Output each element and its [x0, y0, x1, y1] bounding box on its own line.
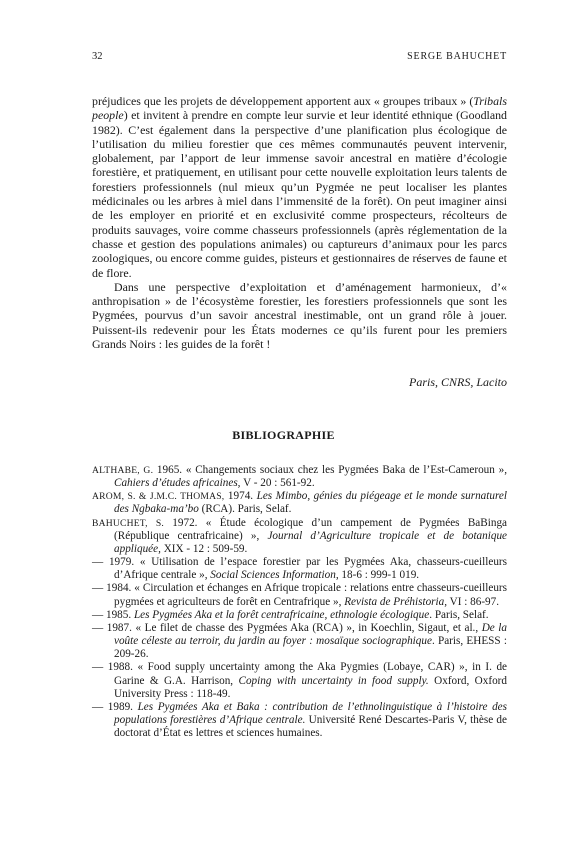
text-run: ) et invitent à prendre en compte leur survie et leur identité ethnique (Goodland 1982). C’est également dans la perspective d’une planification plus écologique de l’utilisation du milieu forestier que ces mêmes communautés peuvent intervenir, globalement, par l’apport de leur immense savoir ancestral en matière d’écologie forestière, et pratiquement, en utilisant pour cette nouvelle exploitation leurs talents de forestiers professionnels (nul mieux qu’un Pygmée ne peut localiser les plantes médicinales ou les arbres à miel dans l’immensité de la forêt). On peut imaginer ainsi de les employer en priorité et en exclusivité comme prospecteurs, récolteurs de produits sauvages, voire comme chasseurs professionnels (après réglementation de la chasse et gestion des populations animales) ou captureurs d’animaux pour les parcs zoologiques, ou encore comme guides, pisteurs et gestionnaires de réserves de faune et de flore. — [92, 108, 507, 280]
text-run: — 1989. — [92, 700, 138, 713]
italic-text-run: De la voûte céleste au terroir, du jardin au foyer : mosaïque sociographique — [114, 621, 508, 648]
bibliography-entry — [92, 661, 507, 700]
italic-text-run: Les Mimbo, génies du piégeage et le monde surnaturel des Ngbaka-ma’bo — [114, 490, 507, 516]
text-run: 18-6 : 999-1 019. — [338, 569, 420, 582]
text-run: — 1984. « Circulation et échanges en Afrique tropicale : relations entre chasseurs-cueilleurs pygmées et agriculteurs de forêt en Centrafrique », — [92, 582, 507, 608]
text-run: Dans une perspective d’exploitation et d’aménagement harmonieux, d’« anthropisation » de l’écosystème forestier, les forestiers professionnels que sont les Pygmées, pourvus d’un savoir ancestral inestimable, ont un grand rôle à jouer. Puissent-ils redevenir pour les États modernes ce qu’ils furent pour les premiers Grands Noirs : les guides de la forêt ! — [92, 279, 507, 352]
italic-text-run: Journal d’Agriculture tropicale et de botanique appliquée, — [114, 529, 507, 555]
author-affiliation: Paris, CNRS, Lacito — [408, 375, 507, 389]
bibliography-entry — [92, 609, 507, 622]
text-run: — 1985. — [92, 608, 134, 621]
text-run: Oxford, Oxford University Press : 118-49. — [114, 674, 507, 700]
bibliography-entry — [92, 517, 507, 556]
body-paragraph — [92, 94, 507, 280]
bibliography-list — [92, 464, 507, 740]
italic-text-run: Coping with uncertainty in food supply. — [238, 674, 429, 687]
italic-text-run: Revista de Préhistoria, — [344, 595, 448, 608]
text-run: V - 20 : 561-92. — [240, 477, 315, 490]
bibliography-entry — [92, 464, 507, 490]
page-number: 32 — [92, 51, 103, 62]
italic-text-run: Cahiers d’études africaines, — [114, 477, 241, 490]
running-header — [92, 51, 507, 65]
text-run: Université René Descartes-Paris V, thèse de doctorat d’État es lettres et sciences humaines. — [114, 713, 507, 740]
text-run: — 1988. « Food supply uncertainty among the Aka Pygmies (Lobaye, CAR) », in I. de Garine & G.A. Harrison, — [92, 661, 507, 687]
bibliography-entry — [92, 622, 507, 661]
text-run: . Paris, EHESS : 209-26. — [114, 635, 507, 661]
bibliography-entry — [92, 701, 507, 740]
bibliography-entry — [92, 582, 507, 608]
italic-text-run: Social Sciences Information, — [210, 569, 339, 582]
text-run: préjudices que les projets de développement apportent aux « groupes tribaux » ( — [92, 94, 474, 108]
text-run: 1974. — [224, 490, 257, 503]
text-run: — 1987. « Le filet de chasse des Pygmées Aka (RCA) », in Koechlin, Sigaut, et al., — [92, 621, 482, 634]
bibliography-heading: BIBLIOGRAPHIE — [232, 428, 335, 442]
text-run: VI : 86-97. — [447, 595, 500, 608]
running-head-author: SERGE BAHUCHET — [407, 51, 507, 62]
text-run: (RCA). Paris, Selaf. — [198, 503, 292, 516]
text-run: . Paris, Selaf. — [429, 608, 489, 621]
bibliography-entry — [92, 490, 507, 516]
text-run: — 1979. « Utilisation de l’espace forestier par les Pygmées Aka, chasseurs-cueilleurs d’Afrique centrale », — [92, 556, 507, 582]
author-name: BAHUCHET, S. — [92, 517, 164, 529]
bibliography-entry — [92, 556, 507, 582]
body-paragraph — [92, 280, 507, 351]
text-run: XIX - 12 : 509-59. — [160, 542, 248, 555]
author-name: AROM, S. & J.M.C. THOMAS, — [92, 491, 225, 503]
italic-text-run: Tribals people — [92, 94, 507, 123]
body-text — [92, 94, 507, 351]
text-run: 1965. « Changements sociaux chez les Pygmées Baka de l’Est-Cameroun », — [153, 464, 507, 476]
italic-text-run: Les Pygmées Aka et la forêt centrafricaine, ethnologie écologique — [133, 608, 430, 621]
text-run: 1972. « Étude écologique d’un campement de Pygmées BaBinga (République centrafricaine) », — [114, 516, 507, 542]
author-name: ALTHABE, G. — [92, 465, 154, 476]
italic-text-run: Les Pygmées Aka et Baka : contribution de l’ethnolinguistique à l’histoire des populations forestières d’Afrique centrale. — [114, 700, 508, 726]
